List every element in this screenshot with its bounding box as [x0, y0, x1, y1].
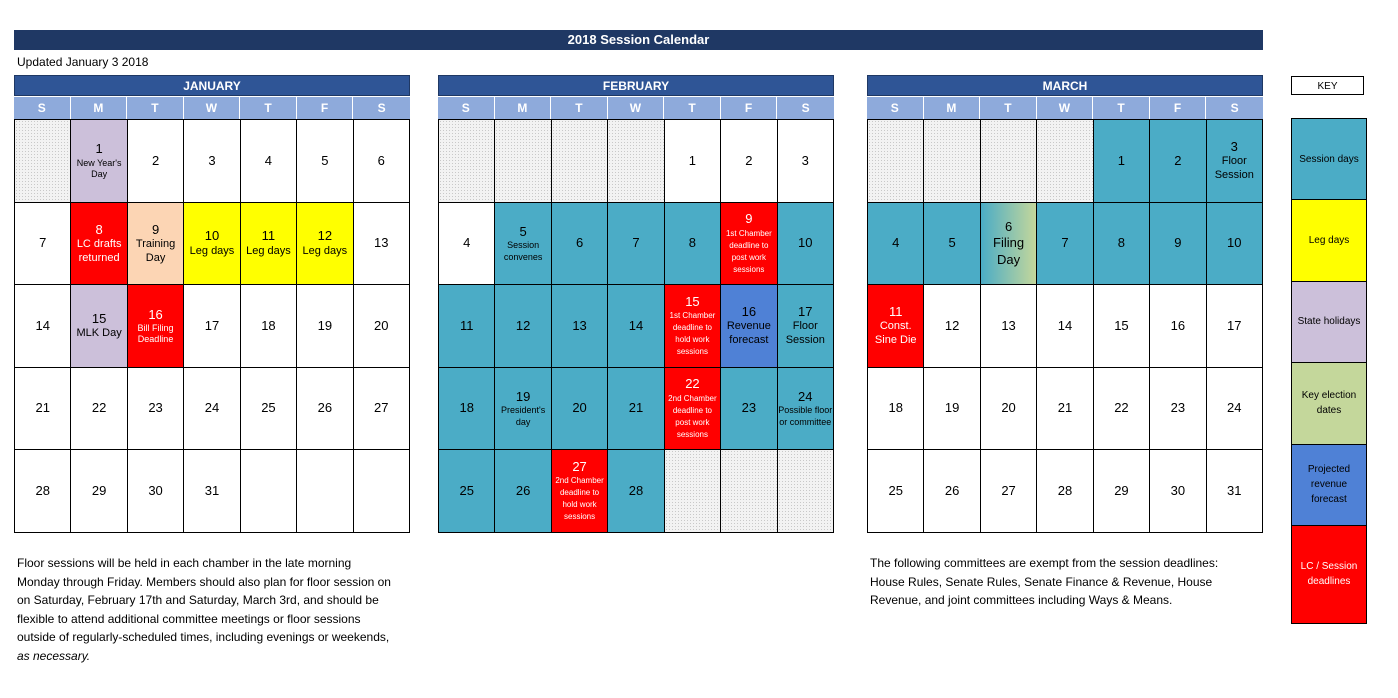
day-cell [665, 120, 721, 203]
day-number: 1 [1117, 152, 1126, 168]
day-number: 24 [204, 400, 220, 416]
weekday-header [438, 97, 834, 119]
empty-day-cell [354, 450, 410, 533]
month-title: FEBRUARY [438, 75, 834, 96]
day-number: 20 [572, 400, 587, 416]
day-number: 5 [519, 224, 527, 240]
day-cell [665, 203, 721, 286]
month-march [867, 75, 1263, 533]
day-cell [184, 285, 240, 368]
day-event-label: 2nd Chamber deadline to post work sessions [668, 393, 717, 439]
month-title: JANUARY [14, 75, 410, 96]
day-number: 25 [261, 400, 276, 416]
day-cell [778, 203, 834, 286]
weekday-label: F [1150, 97, 1207, 119]
day-cell [665, 368, 721, 451]
day-number: 13 [1001, 317, 1016, 333]
day-number: 3 [1230, 138, 1238, 154]
day-number: 19 [317, 317, 333, 333]
day-cell [1207, 450, 1263, 533]
note-line: House Rules, Senate Rules, Senate Finance & Revenue, House [870, 574, 1213, 589]
day-number: 9 [151, 221, 160, 237]
day-number: 21 [1057, 400, 1073, 416]
day-number: 20 [1001, 400, 1016, 416]
weekday-label: S [867, 97, 924, 119]
note-line: Revenue, and joint committees including Ways & Means. [870, 593, 1173, 607]
day-cell [721, 203, 777, 286]
day-cell [241, 285, 297, 368]
empty-day-cell [665, 450, 721, 533]
empty-day-cell [981, 120, 1037, 203]
day-event-label: 1st Chamber deadline to hold work sessions [669, 311, 716, 357]
empty-day-cell [552, 120, 608, 203]
day-number: 31 [1227, 483, 1242, 499]
day-cell [1150, 203, 1206, 286]
day-event-label: 1st Chamber deadline to post work sessions [725, 228, 772, 274]
note-line: flexible to attend additional committee meetings or floor sessions [17, 611, 361, 626]
day-cell [354, 285, 410, 368]
day-number: 12 [515, 317, 531, 333]
day-number: 30 [1170, 483, 1186, 499]
day-number: 27 [572, 459, 587, 475]
day-number: 4 [264, 152, 273, 168]
day-number: 12 [317, 228, 333, 244]
day-cell [778, 120, 834, 203]
day-event-label: Session convenes [503, 240, 543, 262]
day-event-label: Const. Sine Die [874, 320, 917, 347]
day-number: 19 [944, 400, 960, 416]
day-number: 13 [572, 317, 587, 333]
day-cell [1037, 203, 1093, 286]
day-cell [924, 368, 980, 451]
note-line: outside of regularly-scheduled times, including evenings or weekends, [17, 630, 390, 644]
key-item: Projected revenue forecast [1292, 445, 1366, 526]
day-cell [981, 450, 1037, 533]
day-cell [868, 368, 924, 451]
day-cell [71, 203, 127, 286]
day-number: 25 [459, 483, 474, 499]
empty-day-cell [495, 120, 551, 203]
day-number: 2 [151, 152, 160, 168]
day-event-label: Floor Session [1214, 155, 1254, 181]
weekday-label: W [184, 97, 241, 119]
weekday-label: T [127, 97, 184, 119]
day-cell [71, 368, 127, 451]
weekday-label: M [71, 97, 128, 119]
day-number: 18 [459, 400, 474, 416]
day-number: 17 [798, 304, 813, 320]
day-cell [128, 450, 184, 533]
day-cell [924, 450, 980, 533]
key-item: Leg days [1292, 200, 1366, 281]
day-number: 12 [944, 317, 960, 333]
day-number: 10 [1227, 235, 1242, 251]
month-february [438, 75, 834, 533]
day-cell [297, 368, 353, 451]
day-cell [1207, 203, 1263, 286]
day-number: 5 [948, 235, 956, 251]
day-cell [241, 368, 297, 451]
empty-day-cell [1037, 120, 1093, 203]
day-number: 29 [1114, 483, 1129, 499]
day-cell [184, 120, 240, 203]
day-cell [297, 285, 353, 368]
day-number: 30 [148, 483, 163, 499]
weekday-label: M [924, 97, 981, 119]
day-number: 9 [1174, 235, 1182, 251]
day-cell [71, 450, 127, 533]
day-event-label: Leg days [189, 244, 235, 257]
day-number: 26 [515, 483, 531, 499]
note-line: on Saturday, February 17th and Saturday, March 3rd, and should be [17, 593, 379, 607]
day-cell [241, 120, 297, 203]
day-cell [71, 120, 127, 203]
day-number: 27 [1001, 483, 1016, 499]
day-number: 11 [459, 317, 474, 333]
day-number: 24 [798, 389, 813, 405]
day-cell [439, 368, 495, 451]
day-cell [1150, 120, 1206, 203]
day-number: 23 [148, 400, 163, 416]
day-number: 10 [204, 228, 220, 244]
day-number: 15 [91, 310, 107, 326]
day-number: 21 [628, 400, 644, 416]
day-cell [15, 285, 71, 368]
weekday-label: T [240, 97, 297, 119]
day-cell [981, 368, 1037, 451]
day-cell [297, 120, 353, 203]
day-event-label: Revenue forecast [726, 320, 771, 347]
day-number: 22 [91, 400, 107, 416]
day-cell [1150, 368, 1206, 451]
day-cell [15, 203, 71, 286]
weekday-label: S [1206, 97, 1263, 119]
day-number: 2 [745, 152, 753, 168]
day-number: 16 [1170, 317, 1186, 333]
day-event-label: New Year's Day [76, 157, 122, 179]
empty-day-cell [868, 120, 924, 203]
day-cell [778, 285, 834, 368]
weekday-label: S [353, 97, 410, 119]
key-legend [1291, 118, 1367, 624]
day-number: 15 [1114, 317, 1129, 333]
day-number: 6 [575, 235, 584, 251]
key-item: LC / Session deadlines [1292, 526, 1366, 623]
day-cell [354, 203, 410, 286]
weekday-header [14, 97, 410, 119]
day-cell [1037, 450, 1093, 533]
day-cell [184, 450, 240, 533]
day-number: 23 [1170, 400, 1186, 416]
day-number: 18 [888, 400, 903, 416]
weekday-label: T [551, 97, 608, 119]
day-number: 8 [95, 221, 103, 237]
day-number: 2 [1174, 152, 1182, 168]
month-january [14, 75, 410, 533]
day-number: 29 [91, 483, 107, 499]
weekday-label: F [721, 97, 778, 119]
day-cell [15, 368, 71, 451]
day-cell [721, 368, 777, 451]
day-number: 16 [148, 306, 163, 322]
updated-date: Updated January 3 2018 [17, 55, 149, 69]
day-number: 1 [688, 152, 697, 168]
day-cell [721, 120, 777, 203]
day-cell [439, 203, 495, 286]
note-line: Monday through Friday. Members should also plan for floor session on [17, 574, 391, 589]
note-line: Floor sessions will be held in each chamber in the late morning [17, 556, 352, 570]
day-cell [15, 450, 71, 533]
weekday-label: F [297, 97, 354, 119]
day-grid [438, 119, 834, 533]
day-number: 24 [1227, 400, 1242, 416]
day-cell [924, 285, 980, 368]
day-number: 23 [741, 400, 757, 416]
empty-day-cell [608, 120, 664, 203]
day-cell [1150, 450, 1206, 533]
weekday-label: S [438, 97, 495, 119]
day-cell [241, 203, 297, 286]
day-cell [868, 203, 924, 286]
day-number: 4 [463, 235, 471, 251]
day-event-label: 2nd Chamber deadline to hold work sessions [555, 476, 604, 522]
day-event-label: Training Day [135, 237, 176, 264]
day-cell [128, 368, 184, 451]
weekday-header [867, 97, 1263, 119]
day-cell [1094, 120, 1150, 203]
day-number: 28 [628, 483, 644, 499]
key-item: Key election dates [1292, 363, 1366, 444]
day-number: 13 [374, 235, 389, 251]
day-cell [608, 368, 664, 451]
weekday-label: T [664, 97, 721, 119]
day-cell [778, 368, 834, 451]
day-number: 21 [35, 400, 50, 416]
day-number: 4 [892, 235, 900, 251]
day-cell [354, 120, 410, 203]
day-cell [981, 203, 1037, 286]
day-number: 11 [261, 228, 276, 244]
day-number: 27 [374, 400, 389, 416]
day-number: 28 [35, 483, 50, 499]
day-cell [1207, 285, 1263, 368]
exempt-committees-note [870, 554, 1270, 610]
day-cell [439, 450, 495, 533]
day-grid [14, 119, 410, 533]
day-number: 22 [685, 376, 700, 392]
key-item: State holidays [1292, 282, 1366, 363]
day-event-label: Possible floor or committee [778, 405, 833, 427]
day-cell [495, 203, 551, 286]
day-cell [297, 203, 353, 286]
day-number: 28 [1057, 483, 1073, 499]
empty-day-cell [297, 450, 353, 533]
day-cell [552, 203, 608, 286]
empty-day-cell [924, 120, 980, 203]
day-number: 7 [632, 235, 640, 251]
day-cell [868, 450, 924, 533]
day-grid [867, 119, 1263, 533]
empty-day-cell [439, 120, 495, 203]
day-number: 3 [801, 152, 809, 168]
day-cell [608, 203, 664, 286]
day-cell [495, 368, 551, 451]
day-number: 20 [374, 317, 389, 333]
day-cell [1150, 285, 1206, 368]
month-title: MARCH [867, 75, 1263, 96]
weekday-label: T [1093, 97, 1150, 119]
day-cell [128, 120, 184, 203]
day-cell [608, 450, 664, 533]
day-event-label: Leg days [246, 244, 291, 257]
day-number: 18 [261, 317, 276, 333]
day-cell [184, 203, 240, 286]
day-event-label: Leg days [302, 244, 348, 257]
day-cell [439, 285, 495, 368]
floor-sessions-note [17, 554, 437, 665]
empty-day-cell [15, 120, 71, 203]
empty-day-cell [721, 450, 777, 533]
day-number: 17 [1227, 317, 1242, 333]
empty-day-cell [778, 450, 834, 533]
day-cell [1037, 368, 1093, 451]
day-number: 17 [204, 317, 220, 333]
day-event-label: LC drafts returned [76, 237, 122, 264]
day-number: 22 [1114, 400, 1129, 416]
day-event-label: Bill Filing Deadline [137, 322, 174, 345]
day-number: 7 [39, 235, 47, 251]
day-cell [71, 285, 127, 368]
day-cell [128, 203, 184, 286]
day-number: 8 [688, 235, 697, 251]
day-cell [354, 368, 410, 451]
day-cell [1094, 450, 1150, 533]
weekday-label: W [1037, 97, 1094, 119]
day-number: 9 [745, 211, 753, 227]
day-number: 26 [317, 400, 333, 416]
day-cell [665, 285, 721, 368]
day-number: 16 [741, 304, 757, 320]
day-cell [1207, 368, 1263, 451]
day-event-label: President's day [501, 405, 546, 427]
day-event-label: Floor Session [785, 320, 825, 347]
day-cell [868, 285, 924, 368]
day-cell [495, 285, 551, 368]
calendar-title: 2018 Session Calendar [14, 30, 1263, 50]
day-number: 14 [628, 317, 644, 333]
key-item: Session days [1292, 119, 1366, 200]
day-cell [552, 368, 608, 451]
day-cell [552, 285, 608, 368]
weekday-label: M [495, 97, 552, 119]
day-cell [924, 203, 980, 286]
empty-day-cell [241, 450, 297, 533]
weekday-label: T [980, 97, 1037, 119]
day-number: 10 [798, 235, 813, 251]
weekday-label: S [14, 97, 71, 119]
day-number: 3 [208, 152, 216, 168]
day-cell [721, 285, 777, 368]
day-cell [552, 450, 608, 533]
day-cell [981, 285, 1037, 368]
day-event-label: Filing Day [993, 235, 1025, 267]
day-cell [1037, 285, 1093, 368]
day-cell [1094, 285, 1150, 368]
day-number: 31 [204, 483, 220, 499]
day-cell [1094, 203, 1150, 286]
day-cell [1207, 120, 1263, 203]
day-cell [128, 285, 184, 368]
day-number: 6 [377, 152, 385, 168]
day-number: 11 [888, 304, 903, 320]
day-number: 26 [944, 483, 960, 499]
note-line: The following committees are exempt from the session deadlines: [870, 556, 1219, 570]
day-number: 14 [35, 317, 50, 333]
day-number: 15 [685, 293, 700, 309]
day-number: 5 [321, 152, 329, 168]
day-number: 25 [888, 483, 903, 499]
day-cell [495, 450, 551, 533]
day-cell [184, 368, 240, 451]
day-cell [1094, 368, 1150, 451]
day-number: 14 [1057, 317, 1073, 333]
day-number: 1 [95, 141, 103, 157]
day-event-label: MLK Day [76, 327, 122, 340]
key-title: KEY [1291, 76, 1364, 95]
day-cell [608, 285, 664, 368]
weekday-label: W [608, 97, 665, 119]
day-number: 8 [1117, 235, 1126, 251]
day-number: 6 [1004, 219, 1013, 235]
day-number: 7 [1061, 235, 1069, 251]
day-number: 19 [515, 389, 531, 405]
weekday-label: S [777, 97, 834, 119]
note-line-italic: as necessary. [17, 648, 91, 663]
